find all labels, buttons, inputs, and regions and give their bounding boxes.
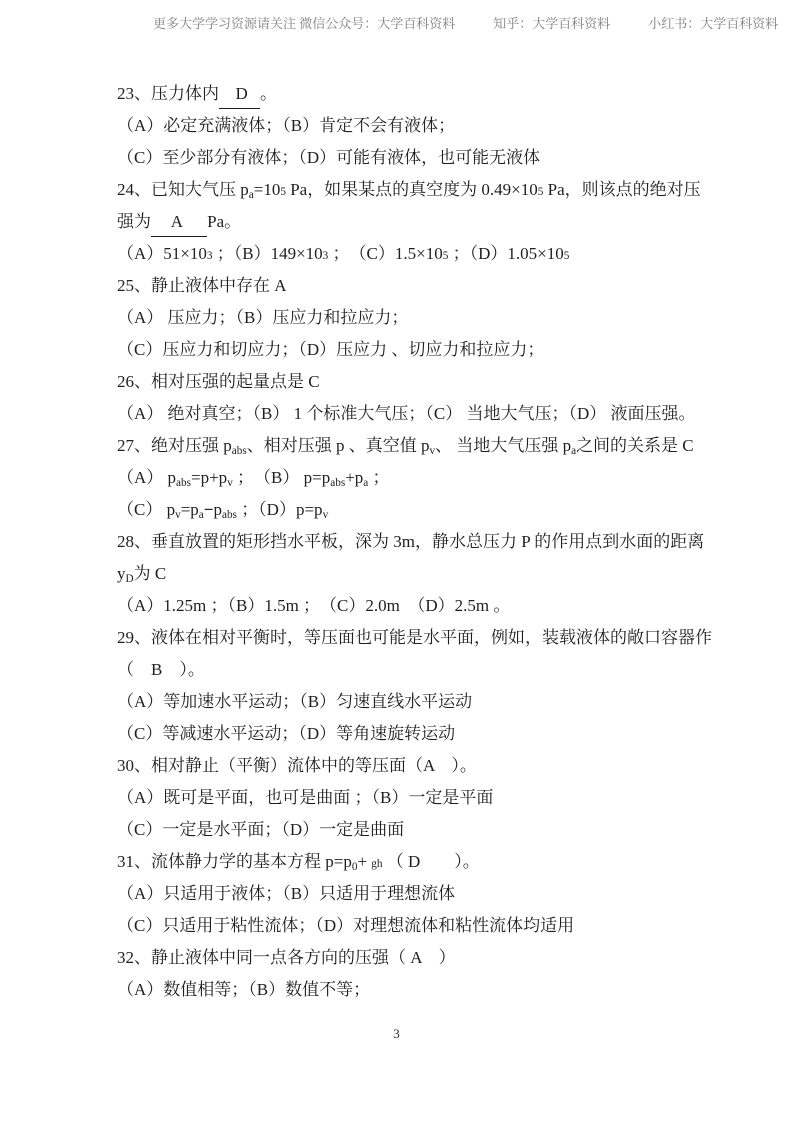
question-line — [117, 654, 685, 686]
text-segment: a — [571, 445, 577, 458]
text-segment: a — [248, 189, 254, 202]
question-line — [117, 366, 685, 398]
question-27 — [117, 430, 694, 526]
answer-blank: A — [151, 209, 207, 237]
text-segment: Pa，如果某点的真空度为 0.49×10 — [285, 180, 538, 199]
text-segment: ； — [368, 468, 390, 487]
question-32 — [117, 942, 685, 1006]
question-line — [117, 462, 685, 494]
text-segment: 32、静止液体中同一点各方向的压强（ A ） — [117, 948, 456, 967]
text-segment: 23、压力体内 — [117, 84, 219, 103]
text-segment: （A）只适用于液体；（B）只适用于理想流体 — [117, 884, 456, 903]
text-segment: abs — [176, 477, 191, 490]
text-segment: 为 C — [133, 564, 167, 583]
text-segment: abs — [231, 445, 247, 458]
question-list — [117, 78, 712, 1006]
text-segment: +p — [345, 468, 364, 487]
text-segment: 3 — [322, 250, 329, 262]
header-zhihu-note: 知乎：大学百科资料 — [493, 16, 611, 31]
question-line — [117, 78, 685, 110]
question-30 — [117, 750, 685, 846]
question-line — [117, 174, 701, 206]
text-segment: abs — [221, 509, 237, 522]
text-segment: ；（D）1.05×10 — [448, 244, 564, 263]
text-segment: （C）等减速水平运动；（D）等角速旋转运动 — [117, 724, 456, 743]
text-segment: v — [429, 445, 436, 458]
question-line — [117, 302, 685, 334]
text-segment: Pa，则该点的绝对压 — [543, 180, 701, 199]
question-line — [117, 398, 696, 430]
text-segment: 29、液体在相对平衡时，等压面也可能是水平面，例如，装载液体的敞口容器作 — [117, 628, 712, 647]
header-wechat-note: 更多大学学习资源请关注 微信公众号：大学百科资料 — [153, 16, 456, 31]
text-segment: 、 当地大气压强 p — [435, 436, 572, 455]
text-segment: ；（B）149×10 — [212, 244, 323, 263]
question-line — [117, 718, 685, 750]
text-segment: 31、流体静力学的基本方程 p=p — [117, 852, 352, 871]
text-segment: （ D ）。 — [382, 852, 480, 871]
text-segment: （A） 压应力；（B）压应力和拉应力； — [117, 308, 409, 327]
page-footer — [0, 1026, 793, 1042]
question-line — [117, 142, 685, 174]
question-26 — [117, 366, 696, 430]
text-segment: =10 — [253, 180, 281, 199]
question-line — [117, 846, 685, 878]
question-line — [117, 270, 685, 302]
text-segment: （A）51×10 — [117, 244, 207, 263]
text-segment: （A） 绝对真空；（B） 1 个标准大气压；（C） 当地大气压；（D） 液面压强。 — [117, 404, 696, 423]
text-segment: 0 — [351, 861, 358, 874]
text-segment: 5 — [537, 186, 544, 198]
text-segment: ；（D）p=p — [236, 500, 323, 519]
answer-blank: D — [219, 81, 260, 109]
text-segment: （A）数值相等；（B）数值不等； — [117, 980, 371, 999]
text-segment: abs — [330, 477, 346, 490]
question-line — [117, 910, 685, 942]
question-line — [117, 942, 685, 974]
text-segment: （C）压应力和切应力；（D）压应力 、切应力和拉应力； — [117, 340, 545, 359]
question-line — [117, 622, 712, 654]
question-line — [117, 590, 685, 622]
text-segment: a — [363, 477, 369, 490]
text-segment: （A）1.25m ；（B）1.5m ； （C）2.0m （D）2.5m 。 — [117, 596, 511, 615]
question-29 — [117, 622, 712, 750]
text-segment: a — [198, 509, 204, 522]
text-segment: + — [357, 852, 372, 871]
text-segment: 24、已知大气压 p — [117, 180, 249, 199]
text-segment: （A）既可是平面，也可是曲面 ；（B）一定是平面 — [117, 788, 494, 807]
text-segment: （C）一定是水平面；（D）一定是曲面 — [117, 820, 405, 839]
text-segment: （C）只适用于粘性流体；（D）对理想流体和粘性流体均适用 — [117, 916, 575, 935]
question-line — [117, 974, 685, 1006]
text-segment: =p+p — [191, 468, 228, 487]
question-line — [117, 494, 685, 526]
text-segment: （A） p — [117, 468, 177, 487]
text-segment: − — [203, 500, 214, 519]
question-line — [117, 526, 705, 558]
text-segment: （C） p — [117, 500, 176, 519]
question-line — [117, 430, 694, 462]
page-number: 3 — [393, 1026, 400, 1041]
text-segment: 5 — [563, 250, 570, 262]
question-31 — [117, 846, 685, 942]
text-segment: v — [175, 509, 181, 522]
text-segment: gh — [371, 858, 383, 870]
question-line — [117, 334, 685, 366]
text-segment: y — [117, 564, 126, 583]
question-24 — [117, 174, 701, 270]
question-28 — [117, 526, 705, 622]
text-segment: ； （B） p=p — [232, 468, 331, 487]
text-segment: 强为 — [117, 212, 151, 231]
text-segment: 30、相对静止（平衡）流体中的等压面（A ）。 — [117, 756, 477, 775]
text-segment: （A）等加速水平运动；（B）匀速直线水平运动 — [117, 692, 473, 711]
text-segment: 之间的关系是 C — [576, 436, 694, 455]
text-segment: 5 — [442, 250, 449, 262]
text-segment: （ B ）。 — [117, 660, 205, 679]
question-line — [117, 238, 685, 270]
text-segment: 3 — [206, 250, 213, 262]
question-line — [117, 110, 685, 142]
text-segment: 28、垂直放置的矩形挡水平板，深为 3m，静水总压力 P 的作用点到水面的距离 — [117, 532, 705, 551]
text-segment: 25、静止液体中存在 A — [117, 276, 287, 295]
text-segment: D — [125, 573, 134, 586]
question-25 — [117, 270, 685, 366]
text-segment: 5 — [280, 186, 286, 198]
text-segment: ； （C）1.5×10 — [328, 244, 443, 263]
question-line — [117, 206, 685, 238]
question-line — [117, 686, 685, 718]
text-segment: v — [322, 509, 329, 522]
text-segment: Pa。 — [207, 212, 242, 231]
text-segment: 26、相对压强的起量点是 C — [117, 372, 320, 391]
question-23 — [117, 78, 685, 174]
text-segment: 27、绝对压强 p — [117, 436, 232, 455]
question-line — [117, 750, 685, 782]
page-header — [153, 13, 778, 32]
question-line — [117, 782, 685, 814]
text-segment: 。 — [260, 84, 278, 103]
text-segment: v — [227, 477, 233, 490]
question-line — [117, 878, 685, 910]
text-segment: 、相对压强 p 、真空值 p — [246, 436, 430, 455]
header-xiaohongshu-note: 小红书：大学百科资料 — [648, 16, 779, 31]
text-segment: p — [213, 500, 222, 519]
question-line — [117, 558, 685, 590]
text-segment: （A）必定充满液体；（B）肯定不会有液体； — [117, 116, 456, 135]
text-segment: （C）至少部分有液体；（D）可能有液体，也可能无液体 — [117, 148, 541, 167]
question-line — [117, 814, 685, 846]
text-segment: =p — [180, 500, 199, 519]
